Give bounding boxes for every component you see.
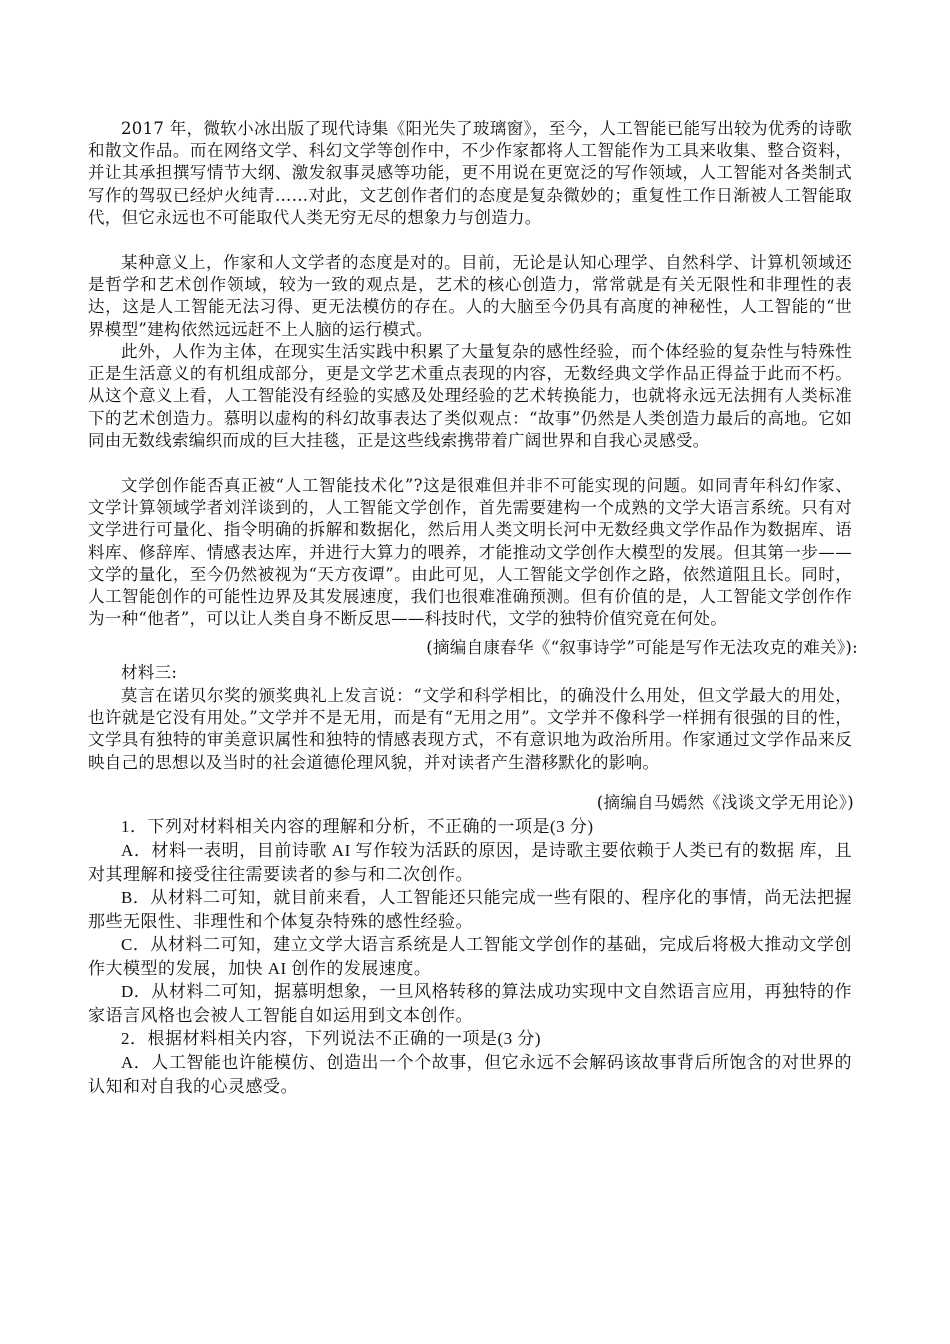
- paragraph-3: 此外，人作为主体，在现实生活实践中积累了大量复杂的感性经验，而个体经验的复杂性与特殊性正是生活意义的有机组成部分，更是文学艺术重点表现的内容，无数经典文学作品正得益于此而不朽。从这个意义上看，人工智能没有经验的实感及处理经验的艺术转换能力，也就将永远无法拥有人类标准下的艺术创造力。慕明以虚构的科幻故事表达了类似观点：“故事”仍然是人类创造力最后的高地。它如同由无数线索编织而成的巨大挂毯，正是这些线索携带着广阔世界和自我心灵感受。: [88, 342, 852, 450]
- material-3-text: 莫言在诺贝尔奖的颁奖典礼上发言说：“文学和科学相比，的确没什么用处，但文学最大的用处，也许就是它没有用处。”文学并不是无用，而是有“无用之用”。文学并不像科学一样拥有很强的目的性，文学具有独特的审美意识属性和独特的情感表现方式，不有意识地为政治所用。作家通过文学作品来反映自己的思想以及当时的社会道德伦理风貌，并对读者产生潜移默化的影响。: [88, 686, 852, 772]
- question-1-option-b: B．从材料二可知，就目前来看，人工智能还只能完成一些有限的、程序化的事情，尚无法把握那些无限性、非理性和个体复杂特殊的感性经验。: [88, 888, 852, 931]
- question-1-option-d: D．从材料二可知，据慕明想象，一旦风格转移的算法成功实现中文自然语言应用，再独特的作家语言风格也会被人工智能自如运用到文本创作。: [88, 982, 852, 1025]
- paragraph-2: 某种意义上，作家和人文学者的态度是对的。目前，无论是认知心理学、自然科学、计算机领域还是哲学和艺术创作领域，较为一致的观点是，艺术的核心创造力，常常就是有关无限性和非理性的表达，这是人工智能无法习得、更无法模仿的存在。人的大脑至今仍具有高度的神秘性，人工智能的“世界模型”建构依然远远赶不上人脑的运行模式。: [88, 253, 852, 339]
- paragraph-4: 文学创作能否真正被“人工智能技术化”?这是很难但并非不可能实现的问题。如同青年科幻作家、文学计算领域学者刘洋谈到的，人工智能文学创作，首先需要建构一个成熟的文学大语言系统。只有对文学进行可量化、指令明确的拆解和数据化，然后用人类文明长河中无数经典文学作品作为数据库、语料库、修辞库、情感表达库，并进行大算力的喂养，才能推动文学创作大模型的发展。但其第一步——文学的量化，至今仍然被视为“天方夜谭”。由此可见，人工智能文学创作之路，依然道阻且长。同时，人工智能创作的可能性边界及其发展速度，我们也很难准确预测。但有价值的是，人工智能文学创作作为一种“他者”，可以让人类自身不断反思——科技时代，文学的独特价值究竟在何处。: [88, 476, 852, 629]
- question-1-option-a: A．材料一表明，目前诗歌 AI 写作较为活跃的原因，是诗歌主要依赖于人类已有的数据 库，且对其理解和接受往往需要读者的参与和二次创作。: [88, 841, 852, 884]
- material-3-title: 材料三:: [121, 663, 178, 682]
- question-1: 1．下列对材料相关内容的理解和分析，不正确的一项是(3 分): [121, 817, 594, 836]
- source-citation-3: (摘编自马嫣然《浅谈文学无用论》): [596, 793, 854, 812]
- question-2-option-a: A．人工智能也许能模仿、创造出一个个故事，但它永远不会解码该故事背后所饱含的对世界的认知和对自我的心灵感受。: [88, 1053, 852, 1096]
- question-2: 2．根据材料相关内容，下列说法不正确的一项是(3 分): [121, 1029, 542, 1048]
- source-citation-2: (摘编自康春华《“叙事诗学”可能是写作无法攻克的难关》):: [426, 638, 858, 657]
- question-1-option-c: C．从材料二可知，建立文学大语言系统是人工智能文学创作的基础，完成后将极大推动文学创作大模型的发展，加快 AI 创作的发展速度。: [88, 935, 852, 978]
- paragraph-1: 2017 年，微软小冰出版了现代诗集《阳光失了玻璃窗》，至今，人工智能已能写出较为优秀的诗歌和散文作品。而在网络文学、科幻文学等创作中，不少作家都将人工智能作为工具来收集、整合资料，并让其承担撰写情节大纲、激发叙事灵感等功能，更不用说在更宽泛的写作领域，人工智能对各类制式写作的驾驭已经炉火纯青……对此，文艺创作者们的态度是复杂微妙的；重复性工作日渐被人工智能取代，但它永远也不可能取代人类无穷无尽的想象力与创造力。: [88, 119, 852, 227]
